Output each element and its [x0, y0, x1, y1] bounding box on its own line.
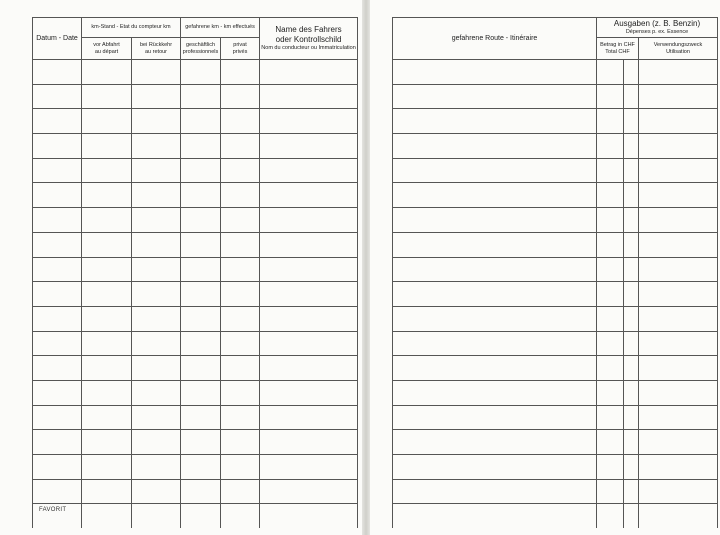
left-log-cell-odo-start[interactable]	[82, 134, 132, 159]
left-log-cell-odo-end[interactable]	[132, 331, 181, 356]
right-log-cell-route[interactable]	[393, 208, 597, 233]
km-driven-header	[181, 18, 260, 38]
right-log-row	[393, 405, 718, 430]
left-log-cell-date[interactable]	[33, 380, 82, 405]
odo-end-fr: au retour	[145, 48, 168, 55]
right-log-row	[393, 479, 718, 504]
right-log-cell-purpose[interactable]	[639, 232, 718, 257]
left-log-row	[33, 430, 358, 455]
left-log-row	[33, 282, 358, 307]
left-log-cell-odo-start[interactable]	[82, 84, 132, 109]
left-log-cell-km-private[interactable]	[221, 455, 260, 480]
right-log-cell-amount-a[interactable]	[597, 183, 624, 208]
left-log-cell-driver[interactable]	[260, 380, 358, 405]
left-log-cell-km-private[interactable]	[221, 257, 260, 282]
right-log-cell-amount-a[interactable]	[597, 380, 624, 405]
left-log-row	[33, 257, 358, 282]
left-log-cell-odo-end[interactable]	[132, 109, 181, 134]
right-log-row	[393, 134, 718, 159]
amount-header	[597, 38, 639, 60]
left-log-row	[33, 479, 358, 504]
right-log-row	[393, 356, 718, 381]
right-log-row	[393, 257, 718, 282]
left-log-cell-driver[interactable]	[260, 504, 358, 528]
left-log-cell-odo-end[interactable]	[132, 183, 181, 208]
left-log-cell-km-business[interactable]	[181, 405, 221, 430]
left-log-cell-odo-end[interactable]	[132, 504, 181, 528]
right-log-cell-amount-b[interactable]	[624, 60, 639, 85]
brand-footer: FAVORIT	[39, 507, 67, 513]
left-log-row	[33, 208, 358, 233]
km-private-header	[221, 38, 260, 60]
left-log-cell-km-private[interactable]	[221, 331, 260, 356]
left-log-cell-odo-end[interactable]	[132, 257, 181, 282]
km-private-de: privat	[233, 41, 247, 48]
right-log-cell-amount-b[interactable]	[624, 405, 639, 430]
right-log-cell-amount-b[interactable]	[624, 109, 639, 134]
left-log-row	[33, 356, 358, 381]
left-log-cell-odo-end[interactable]	[132, 380, 181, 405]
left-log-cell-driver[interactable]	[260, 282, 358, 307]
right-log-cell-amount-a[interactable]	[597, 158, 624, 183]
right-log-cell-amount-b[interactable]	[624, 183, 639, 208]
left-log-cell-km-business[interactable]	[181, 306, 221, 331]
left-log-cell-km-business[interactable]	[181, 60, 221, 85]
right-log-cell-purpose[interactable]	[639, 109, 718, 134]
odo-start-header	[82, 38, 132, 60]
left-log-cell-driver[interactable]	[260, 331, 358, 356]
right-log-cell-amount-a[interactable]	[597, 232, 624, 257]
left-log-cell-odo-start[interactable]	[82, 60, 132, 85]
left-log-cell-driver[interactable]	[260, 306, 358, 331]
left-log-cell-date[interactable]	[33, 232, 82, 257]
left-log-cell-odo-end[interactable]	[132, 405, 181, 430]
book-gutter	[362, 0, 370, 535]
right-log-cell-route[interactable]	[393, 232, 597, 257]
left-log-cell-km-private[interactable]	[221, 158, 260, 183]
left-log-cell-km-private[interactable]	[221, 84, 260, 109]
left-log-cell-date[interactable]	[33, 430, 82, 455]
left-log-row	[33, 232, 358, 257]
left-log-cell-odo-start[interactable]	[82, 430, 132, 455]
odometer-header-label: km-Stand - Etat du compteur km	[91, 24, 171, 30]
right-log-cell-purpose[interactable]	[639, 455, 718, 480]
left-log-cell-date[interactable]	[33, 60, 82, 85]
right-log-cell-purpose[interactable]	[639, 380, 718, 405]
left-log-cell-km-business[interactable]	[181, 109, 221, 134]
left-log-cell-km-business[interactable]	[181, 158, 221, 183]
right-log-cell-route[interactable]	[393, 60, 597, 85]
left-log-cell-km-business[interactable]	[181, 84, 221, 109]
left-log-cell-date[interactable]	[33, 134, 82, 159]
expenses-header-de: Ausgaben (z. B. Benzin)	[613, 19, 701, 28]
right-log-cell-amount-b[interactable]	[624, 84, 639, 109]
km-driven-header-label: gefahrene km - km effectués	[185, 24, 255, 30]
left-log-cell-odo-start[interactable]	[82, 282, 132, 307]
right-log-cell-amount-a[interactable]	[597, 356, 624, 381]
right-log-cell-amount-a[interactable]	[597, 208, 624, 233]
right-log-cell-route[interactable]	[393, 455, 597, 480]
left-log-cell-date[interactable]	[33, 183, 82, 208]
left-log-cell-odo-end[interactable]	[132, 134, 181, 159]
right-log-row	[393, 504, 718, 528]
right-log-cell-amount-a[interactable]	[597, 430, 624, 455]
driver-header-label-2: oder Kontrollschild	[275, 35, 342, 44]
left-log-cell-odo-end[interactable]	[132, 158, 181, 183]
route-header	[393, 18, 597, 60]
logbook-left-table	[32, 17, 358, 528]
left-log-cell-driver[interactable]	[260, 405, 358, 430]
left-log-row	[33, 455, 358, 480]
left-log-cell-driver[interactable]	[260, 134, 358, 159]
right-log-cell-amount-b[interactable]	[624, 380, 639, 405]
right-log-cell-route[interactable]	[393, 479, 597, 504]
left-log-cell-km-business[interactable]	[181, 455, 221, 480]
left-log-cell-odo-start[interactable]	[82, 158, 132, 183]
right-log-row	[393, 282, 718, 307]
left-log-cell-date[interactable]	[33, 405, 82, 430]
right-log-cell-amount-a[interactable]	[597, 504, 624, 528]
driver-header	[260, 18, 358, 60]
right-log-cell-purpose[interactable]	[639, 183, 718, 208]
left-log-cell-driver[interactable]	[260, 109, 358, 134]
right-log-cell-amount-b[interactable]	[624, 282, 639, 307]
right-log-cell-amount-a[interactable]	[597, 282, 624, 307]
right-log-cell-route[interactable]	[393, 380, 597, 405]
left-log-cell-km-private[interactable]	[221, 232, 260, 257]
left-log-cell-date[interactable]	[33, 109, 82, 134]
amount-header-fr: Total CHF	[605, 48, 630, 55]
right-log-cell-amount-b[interactable]	[624, 232, 639, 257]
left-log-cell-km-business[interactable]	[181, 282, 221, 307]
left-log-row	[33, 134, 358, 159]
right-log-cell-purpose[interactable]	[639, 331, 718, 356]
left-log-row	[33, 109, 358, 134]
route-header-label: gefahrene Route - Itinéraire	[451, 34, 538, 42]
right-log-cell-amount-b[interactable]	[624, 356, 639, 381]
right-log-cell-amount-a[interactable]	[597, 479, 624, 504]
left-log-cell-km-business[interactable]	[181, 232, 221, 257]
right-log-cell-amount-b[interactable]	[624, 504, 639, 528]
right-log-cell-route[interactable]	[393, 405, 597, 430]
left-log-cell-km-private[interactable]	[221, 183, 260, 208]
left-log-cell-date[interactable]	[33, 479, 82, 504]
right-log-cell-purpose[interactable]	[639, 405, 718, 430]
left-log-cell-km-private[interactable]	[221, 282, 260, 307]
left-log-cell-odo-end[interactable]	[132, 455, 181, 480]
right-log-cell-route[interactable]	[393, 158, 597, 183]
right-log-cell-amount-a[interactable]	[597, 84, 624, 109]
right-log-cell-purpose[interactable]	[639, 134, 718, 159]
left-log-row	[33, 158, 358, 183]
left-log-cell-date[interactable]	[33, 257, 82, 282]
right-log-cell-route[interactable]	[393, 109, 597, 134]
right-log-row	[393, 84, 718, 109]
right-log-row	[393, 380, 718, 405]
amount-header-de: Betrag in CHF	[600, 41, 635, 48]
left-log-cell-odo-end[interactable]	[132, 60, 181, 85]
right-log-cell-route[interactable]	[393, 257, 597, 282]
km-private-fr: privés	[232, 48, 248, 55]
left-log-cell-km-private[interactable]	[221, 134, 260, 159]
left-log-cell-odo-start[interactable]	[82, 479, 132, 504]
left-log-cell-km-private[interactable]	[221, 430, 260, 455]
odo-end-de: bei Rückkehr	[139, 41, 173, 48]
left-log-cell-odo-start[interactable]	[82, 405, 132, 430]
left-log-cell-odo-start[interactable]	[82, 504, 132, 528]
left-log-cell-date[interactable]	[33, 158, 82, 183]
left-log-cell-odo-start[interactable]	[82, 356, 132, 381]
right-log-row	[393, 232, 718, 257]
left-log-row	[33, 331, 358, 356]
left-log-cell-km-business[interactable]	[181, 504, 221, 528]
left-log-cell-odo-end[interactable]	[132, 232, 181, 257]
left-log-cell-km-business[interactable]	[181, 331, 221, 356]
left-log-cell-km-private[interactable]	[221, 504, 260, 528]
right-log-cell-amount-b[interactable]	[624, 257, 639, 282]
left-log-cell-odo-start[interactable]	[82, 455, 132, 480]
odo-end-header	[132, 38, 181, 60]
left-log-cell-driver[interactable]	[260, 158, 358, 183]
left-log-cell-driver[interactable]	[260, 60, 358, 85]
purpose-header-de: Verwendungszweck	[653, 41, 703, 48]
left-log-cell-date[interactable]	[33, 455, 82, 480]
right-log-cell-route[interactable]	[393, 306, 597, 331]
driver-header-label-fr: Nom du conducteur ou Immatriculation	[261, 45, 356, 51]
right-log-row	[393, 430, 718, 455]
left-log-cell-km-business[interactable]	[181, 430, 221, 455]
left-log-cell-driver[interactable]	[260, 479, 358, 504]
right-log-cell-purpose[interactable]	[639, 479, 718, 504]
left-log-cell-odo-start[interactable]	[82, 257, 132, 282]
left-log-row	[33, 405, 358, 430]
left-log-cell-km-business[interactable]	[181, 380, 221, 405]
left-log-cell-odo-start[interactable]	[82, 380, 132, 405]
left-log-row	[33, 84, 358, 109]
right-log-cell-amount-a[interactable]	[597, 455, 624, 480]
left-log-cell-odo-end[interactable]	[132, 306, 181, 331]
left-log-cell-km-private[interactable]	[221, 208, 260, 233]
left-log-cell-date[interactable]	[33, 356, 82, 381]
left-log-cell-driver[interactable]	[260, 208, 358, 233]
right-log-cell-amount-b[interactable]	[624, 208, 639, 233]
right-log-cell-route[interactable]	[393, 504, 597, 528]
right-log-row	[393, 60, 718, 85]
left-log-cell-driver[interactable]	[260, 232, 358, 257]
left-log-cell-odo-end[interactable]	[132, 84, 181, 109]
left-log-cell-km-private[interactable]	[221, 380, 260, 405]
right-log-cell-route[interactable]	[393, 356, 597, 381]
left-log-cell-km-business[interactable]	[181, 356, 221, 381]
right-log-cell-amount-b[interactable]	[624, 331, 639, 356]
right-log-cell-amount-a[interactable]	[597, 60, 624, 85]
odo-start-fr: au départ	[94, 48, 119, 55]
expenses-header	[597, 18, 718, 38]
left-log-cell-km-private[interactable]	[221, 479, 260, 504]
date-header	[33, 18, 82, 60]
odo-start-de: vor Abfahrt	[93, 41, 120, 48]
left-log-row	[33, 504, 358, 528]
km-business-de: geschäftlich	[185, 41, 216, 48]
right-log-row	[393, 208, 718, 233]
odometer-header	[82, 18, 181, 38]
left-log-cell-km-private[interactable]	[221, 306, 260, 331]
left-log-cell-odo-end[interactable]	[132, 479, 181, 504]
left-log-cell-odo-end[interactable]	[132, 282, 181, 307]
left-log-cell-odo-end[interactable]	[132, 208, 181, 233]
left-log-row	[33, 306, 358, 331]
right-log-cell-amount-a[interactable]	[597, 109, 624, 134]
right-log-cell-amount-b[interactable]	[624, 430, 639, 455]
right-log-cell-purpose[interactable]	[639, 60, 718, 85]
left-log-cell-odo-end[interactable]	[132, 356, 181, 381]
right-log-cell-amount-b[interactable]	[624, 134, 639, 159]
left-log-cell-driver[interactable]	[260, 356, 358, 381]
right-log-cell-route[interactable]	[393, 331, 597, 356]
left-log-cell-driver[interactable]	[260, 430, 358, 455]
left-log-cell-km-business[interactable]	[181, 479, 221, 504]
left-log-cell-km-business[interactable]	[181, 208, 221, 233]
date-header-label: Datum - Date	[36, 34, 78, 42]
right-log-cell-amount-a[interactable]	[597, 405, 624, 430]
purpose-header-fr: Utilisation	[666, 48, 690, 55]
left-log-cell-odo-start[interactable]	[82, 208, 132, 233]
left-log-cell-km-business[interactable]	[181, 257, 221, 282]
right-log-cell-route[interactable]	[393, 183, 597, 208]
right-log-cell-route[interactable]	[393, 282, 597, 307]
right-log-cell-amount-b[interactable]	[624, 479, 639, 504]
driver-header-label-1: Name des Fahrers	[275, 25, 342, 34]
right-log-cell-purpose[interactable]	[639, 257, 718, 282]
left-log-cell-driver[interactable]	[260, 183, 358, 208]
left-log-cell-odo-end[interactable]	[132, 430, 181, 455]
right-log-cell-amount-b[interactable]	[624, 306, 639, 331]
left-log-cell-km-private[interactable]	[221, 405, 260, 430]
right-log-row	[393, 306, 718, 331]
right-log-cell-amount-b[interactable]	[624, 455, 639, 480]
right-log-row	[393, 183, 718, 208]
right-log-cell-route[interactable]	[393, 84, 597, 109]
right-log-cell-route[interactable]	[393, 430, 597, 455]
right-log-cell-purpose[interactable]	[639, 282, 718, 307]
right-log-cell-amount-a[interactable]	[597, 331, 624, 356]
left-log-cell-date[interactable]	[33, 331, 82, 356]
left-log-cell-driver[interactable]	[260, 84, 358, 109]
left-log-cell-odo-start[interactable]	[82, 109, 132, 134]
left-log-row	[33, 183, 358, 208]
left-log-cell-date[interactable]	[33, 306, 82, 331]
right-log-cell-purpose[interactable]	[639, 306, 718, 331]
left-log-cell-km-private[interactable]	[221, 109, 260, 134]
left-log-cell-date[interactable]	[33, 84, 82, 109]
left-log-cell-date[interactable]	[33, 208, 82, 233]
right-log-cell-amount-a[interactable]	[597, 134, 624, 159]
km-business-fr: professionnels	[182, 48, 219, 55]
left-log-row	[33, 60, 358, 85]
left-log-cell-km-business[interactable]	[181, 134, 221, 159]
right-log-cell-amount-a[interactable]	[597, 306, 624, 331]
left-log-cell-odo-start[interactable]	[82, 183, 132, 208]
right-log-cell-purpose[interactable]	[639, 430, 718, 455]
right-log-row	[393, 158, 718, 183]
left-log-cell-driver[interactable]	[260, 257, 358, 282]
right-log-cell-purpose[interactable]	[639, 158, 718, 183]
left-log-cell-km-private[interactable]	[221, 60, 260, 85]
right-log-cell-amount-a[interactable]	[597, 257, 624, 282]
right-log-cell-purpose[interactable]	[639, 208, 718, 233]
left-log-cell-odo-start[interactable]	[82, 232, 132, 257]
left-log-cell-date[interactable]	[33, 282, 82, 307]
right-log-cell-purpose[interactable]	[639, 504, 718, 528]
left-log-cell-driver[interactable]	[260, 455, 358, 480]
right-log-row	[393, 109, 718, 134]
right-log-cell-purpose[interactable]	[639, 84, 718, 109]
left-log-cell-km-business[interactable]	[181, 183, 221, 208]
right-log-cell-purpose[interactable]	[639, 356, 718, 381]
right-log-cell-amount-b[interactable]	[624, 158, 639, 183]
right-page	[370, 0, 720, 535]
right-log-row	[393, 455, 718, 480]
expenses-header-fr: Dépenses p. ex. Essence	[625, 29, 689, 35]
km-business-header	[181, 38, 221, 60]
left-log-cell-odo-start[interactable]	[82, 306, 132, 331]
left-log-cell-odo-start[interactable]	[82, 331, 132, 356]
purpose-header	[639, 38, 718, 60]
right-log-cell-route[interactable]	[393, 134, 597, 159]
left-log-cell-km-private[interactable]	[221, 356, 260, 381]
right-log-row	[393, 331, 718, 356]
logbook-right-table	[392, 17, 718, 528]
left-log-row	[33, 380, 358, 405]
